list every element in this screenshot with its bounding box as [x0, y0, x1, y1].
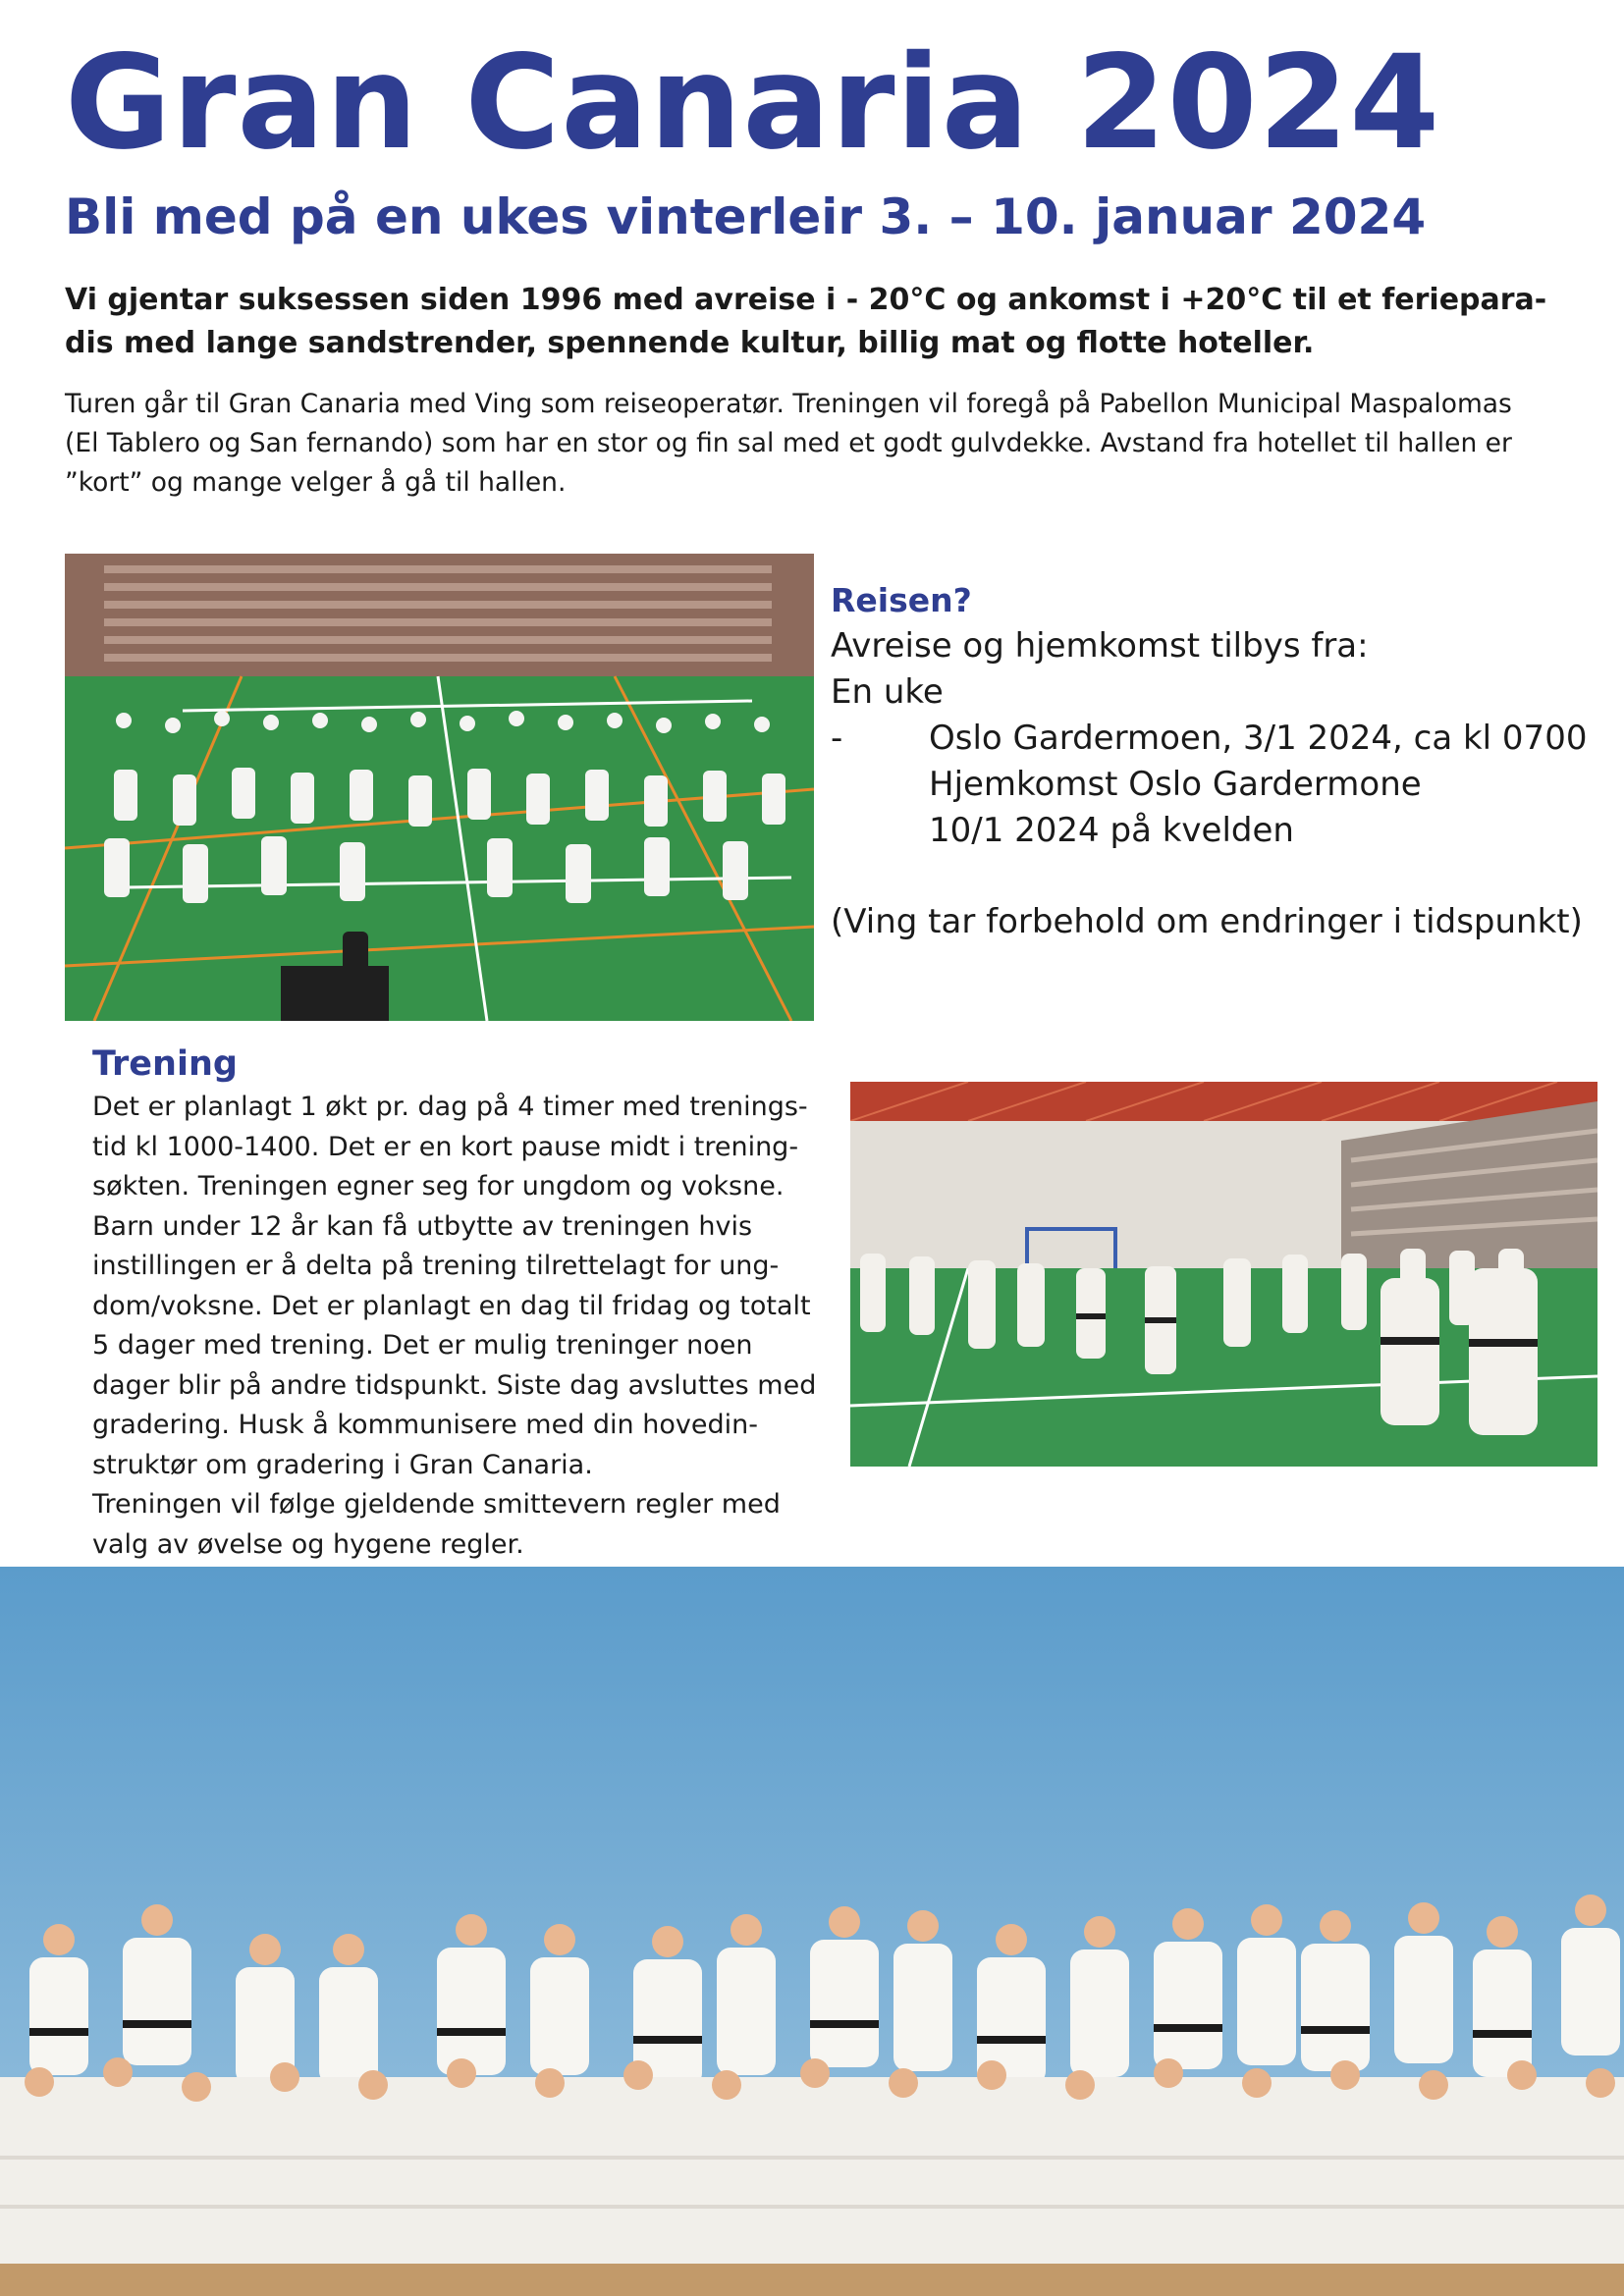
trening-line: instillingen er å delta på trening tilrettelagt for ung-: [92, 1251, 780, 1281]
trening-line: Barn under 12 år kan få utbytte av treningen hvis: [92, 1210, 753, 1242]
intro-paragraph: [65, 385, 1557, 503]
lead-paragraph: [65, 279, 1547, 365]
trening-line: Det er planlagt 1 økt pr. dag på 4 timer med trenings-: [92, 1092, 808, 1122]
trening-line: gradering. Husk å kommunisere med din hovedin-: [92, 1410, 758, 1440]
trening-line: tid kl 1000-1400. Det er en kort pause midt i trening-: [92, 1131, 799, 1162]
lead-line: dis med lange sandstrender, spennende kultur, billig mat og flotte hoteller.: [65, 326, 1315, 360]
return-date-line: 10/1 2024 på kvelden: [929, 811, 1294, 850]
trening-line: dager blir på andre tidspunkt. Siste dag avsluttes med: [92, 1369, 817, 1401]
trening-line: 5 dager med trening. Det er mulig treninger noen: [92, 1330, 753, 1361]
reisen-section: [831, 577, 1597, 945]
return-line: Hjemkomst Oslo Gardermone: [929, 765, 1422, 804]
group-photo: [0, 1567, 1624, 2296]
departure-row: [831, 716, 1597, 762]
page-subtitle: Bli med på en ukes vinterleir 3. – 10. januar 2024: [65, 188, 1427, 245]
trening-line: Treningen vil følge gjeldende smittevern regler med: [92, 1489, 781, 1520]
trening-line: struktør om gradering i Gran Canaria.: [92, 1449, 593, 1480]
reisen-line: Avreise og hjemkomst tilbys fra:: [831, 626, 1369, 666]
sparring-photo: [850, 1082, 1597, 1467]
sparring-illustration: [850, 1082, 1597, 1467]
trening-line: søkten. Treningen egner seg for ungdom og voksne.: [92, 1171, 785, 1201]
lead-line: Vi gjentar suksessen siden 1996 med avreise i - 20°C og ankomst i +20°C til et feriepara-: [65, 283, 1547, 317]
list-dash: -: [831, 719, 843, 758]
trening-line: dom/voksne. Det er planlagt en dag til fridag og totalt: [92, 1290, 811, 1321]
intro-line: (El Tablero og San fernando) som har en stor og fin sal med et godt gulvdekke. Avstand fra hotellet til hallen er: [65, 428, 1512, 458]
reisen-note: (Ving tar forbehold om endringer i tidspunkt): [831, 902, 1583, 941]
trening-line: valg av øvelse og hygene regler.: [92, 1528, 524, 1560]
reisen-line: En uke: [831, 672, 944, 712]
intro-line: ”kort” og mange velger å gå til hallen.: [65, 467, 567, 498]
return-date-row: [831, 808, 1597, 854]
return-row: [831, 762, 1597, 808]
reisen-heading: Reisen?: [831, 581, 972, 619]
intro-line: Turen går til Gran Canaria med Ving som reiseoperatør. Treningen vil foregå på Pabellon Municipal Maspalomas: [65, 389, 1512, 419]
departure-line: Oslo Gardermoen, 3/1 2024, ca kl 0700: [929, 719, 1588, 758]
training-hall-photo: [65, 554, 814, 1021]
trening-section: [92, 1041, 819, 1565]
training-hall-illustration: [65, 554, 814, 1021]
group-photo-illustration: [0, 1567, 1624, 2296]
page-title: Gran Canaria 2024: [65, 27, 1441, 179]
trening-heading: Trening: [92, 1044, 238, 1084]
